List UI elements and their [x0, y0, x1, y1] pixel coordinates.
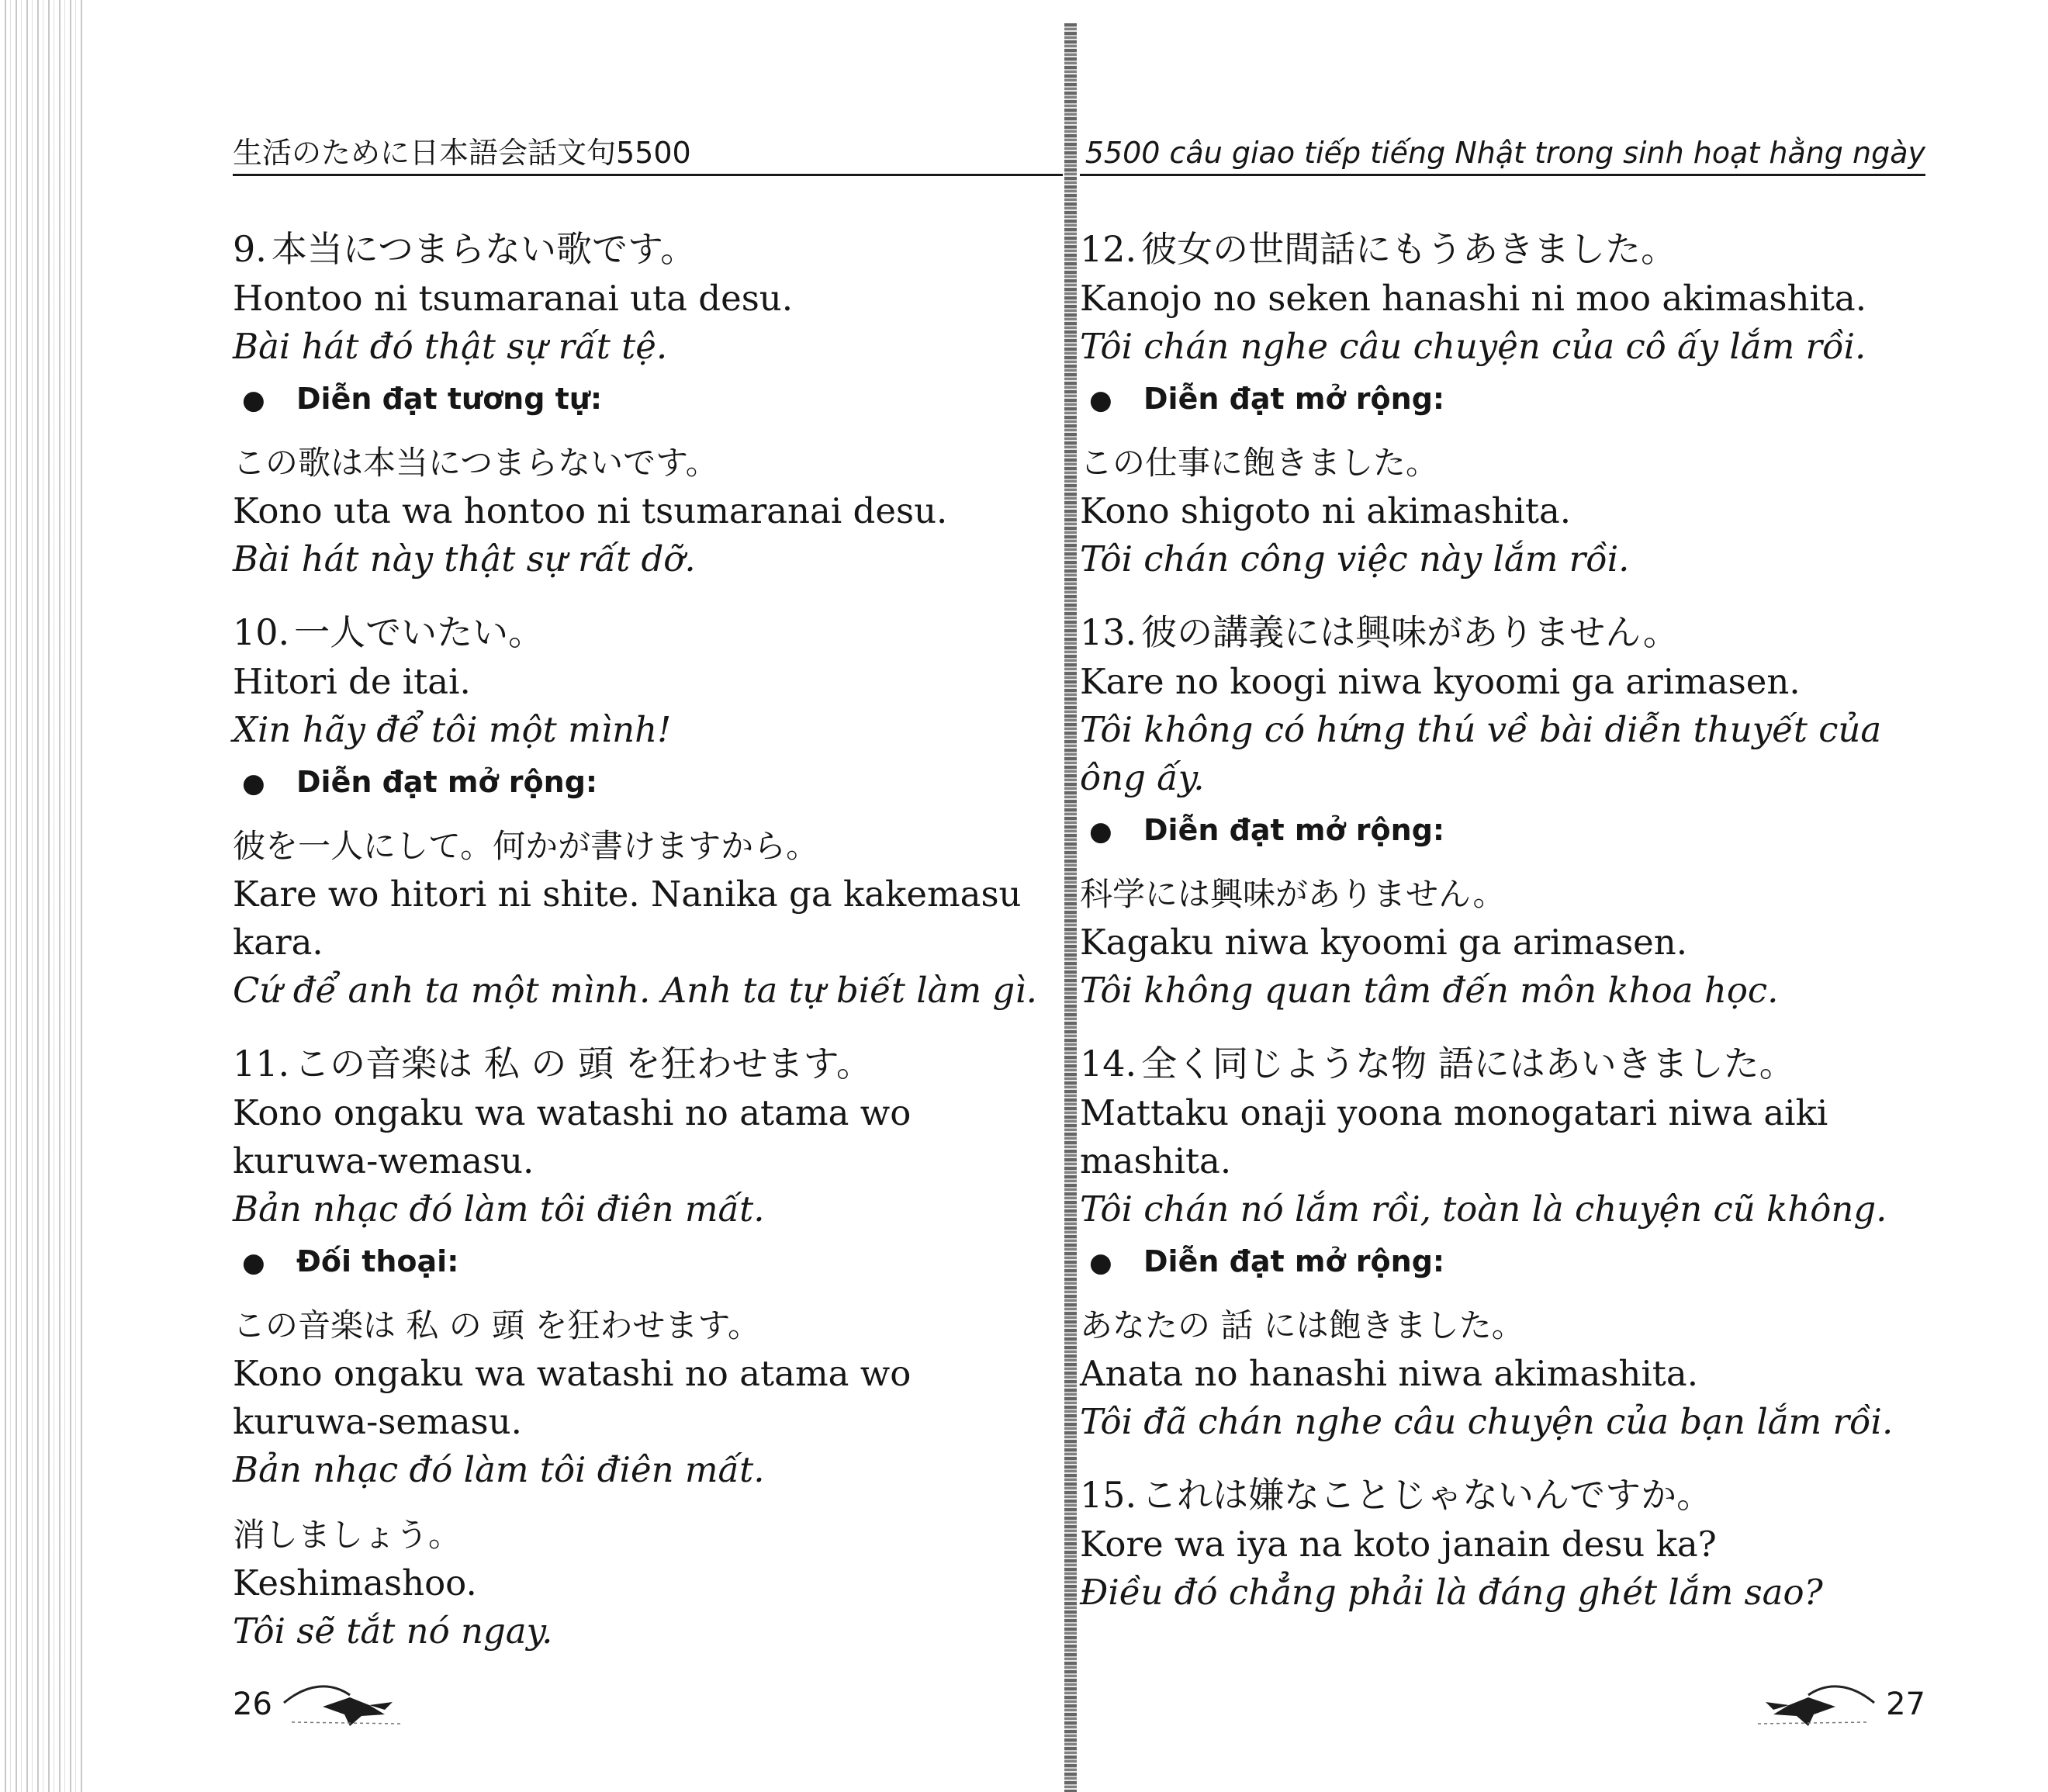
page-number: 26 [233, 1686, 272, 1722]
bullet-icon: ● [242, 768, 265, 799]
example-romaji: Keshimashoo. [233, 1562, 477, 1603]
phrase-number: 10. [233, 611, 290, 653]
phrase-item [1080, 1449, 1925, 1617]
subsection-heading: Diễn đạt mở rộng: [1143, 813, 1445, 847]
subsection-heading: Diễn đạt tương tự: [296, 382, 603, 416]
subsection [1080, 377, 1925, 583]
phrase-vietnamese: Bản nhạc đó làm tôi điên mất. [233, 1188, 765, 1230]
phrase-number: 14. [1080, 1043, 1137, 1085]
phrase-romaji: Kono ongaku wa watashi no atama wo kuruwa-wemasu. [233, 1092, 912, 1181]
phrase-number: 13. [1080, 611, 1137, 653]
phrase-japanese: 彼女の世間話にもうあきました。 [1141, 228, 1677, 270]
phrase-vietnamese: Bài hát đó thật sự rất tệ. [233, 326, 668, 367]
left-page [233, 0, 1063, 1792]
example-vietnamese: Tôi chán công việc này lắm rồi. [1080, 538, 1630, 579]
phrase-vietnamese: Tôi chán nó lắm rồi, toàn là chuyện cũ không. [1080, 1188, 1887, 1230]
scan-binding-edge [0, 0, 85, 1792]
phrase-number: 15. [1080, 1474, 1137, 1516]
subsection-heading: Diễn đạt mở rộng: [1143, 1244, 1445, 1278]
example-romaji: Anata no hanashi niwa akimashita. [1080, 1353, 1698, 1394]
example-romaji: Kagaku niwa kyoomi ga arimasen. [1080, 922, 1688, 963]
left-page-content [233, 203, 1063, 1659]
phrase-item [1080, 1018, 1925, 1446]
phrase-item [233, 586, 1063, 1015]
phrase-item [233, 203, 1063, 583]
phrase-japanese: 一人でいたい。 [294, 611, 545, 653]
example-romaji: Kare wo hitori ni shite. Nanika ga kakemasu kara. [233, 874, 1022, 963]
bullet-icon: ● [1089, 1247, 1112, 1278]
page-number: 27 [1886, 1686, 1925, 1722]
example-japanese: 彼を一人にして。何かが書けますから。 [233, 827, 819, 865]
example-vietnamese: Bản nhạc đó làm tôi điên mất. [233, 1449, 765, 1490]
running-header-left: 生活のために日本語会話文句5500 [233, 132, 1063, 176]
subsection [233, 377, 1063, 583]
example-romaji: Kono uta wa hontoo ni tsumaranai desu. [233, 490, 948, 531]
phrase-vietnamese: Điều đó chẳng phải là đáng ghét lắm sao? [1080, 1572, 1823, 1613]
bird-ornament-icon [276, 1668, 408, 1741]
example-japanese: 科学には興味がありません。 [1080, 875, 1506, 913]
subsection-heading: Đối thoại: [296, 1244, 459, 1278]
phrase-japanese: 本当につまらない歌です。 [271, 228, 697, 270]
subsection [1080, 808, 1925, 1015]
phrase-item [1080, 203, 1925, 583]
right-page-content [1080, 203, 1925, 1620]
subsection [233, 760, 1063, 1015]
page-footer-left [233, 1668, 408, 1741]
example-romaji: Kono shigoto ni akimashita. [1080, 490, 1572, 531]
bullet-icon: ● [1089, 816, 1112, 847]
example-romaji: Kono ongaku wa watashi no atama wo kuruwa-semasu. [233, 1353, 912, 1442]
page-footer-right [1750, 1668, 1925, 1741]
example-japanese: この歌は本当につまらないです。 [233, 444, 718, 482]
example-vietnamese: Tôi không quan tâm đến môn khoa học. [1080, 970, 1779, 1011]
phrase-vietnamese: Tôi không có hứng thú về bài diễn thuyết của ông ấy. [1080, 709, 1882, 798]
subsection-heading: Diễn đạt mở rộng: [1143, 382, 1445, 416]
phrase-japanese: 彼の講義には興味がありません。 [1141, 611, 1679, 653]
phrase-number: 12. [1080, 228, 1137, 270]
phrase-item [1080, 586, 1925, 1015]
phrase-romaji: Hontoo ni tsumaranai uta desu. [233, 278, 794, 319]
bullet-icon: ● [242, 1247, 265, 1278]
example-japanese: あなたの 話 には飽きました。 [1080, 1306, 1524, 1344]
bird-ornament-icon [1750, 1668, 1882, 1741]
example-japanese: 消しましょう。 [233, 1516, 462, 1554]
running-header-right: 5500 câu giao tiếp tiếng Nhật trong sinh hoạt hằng ngày [1080, 132, 1925, 176]
example-japanese: この仕事に飽きました。 [1080, 444, 1439, 482]
phrase-number: 9. [233, 228, 267, 270]
subsection [1080, 1240, 1925, 1446]
phrase-japanese: 全く同じような物 語にはあいきました。 [1141, 1043, 1795, 1085]
example-vietnamese: Tôi sẽ tắt nó ngay. [233, 1610, 553, 1652]
phrase-romaji: Kare no koogi niwa kyoomi ga arimasen. [1080, 661, 1801, 702]
bullet-icon: ● [242, 385, 265, 416]
subsection [233, 1240, 1063, 1655]
phrase-romaji: Hitori de itai. [233, 661, 471, 702]
example-japanese: この音楽は 私 の 頭 を狂わせます。 [233, 1306, 761, 1344]
phrase-vietnamese: Tôi chán nghe câu chuyện của cô ấy lắm rồi. [1080, 326, 1866, 367]
phrase-romaji: Mattaku onaji yoona monogatari niwa aiki mashita. [1080, 1092, 1828, 1181]
phrase-vietnamese: Xin hãy để tôi một mình! [233, 709, 672, 750]
bullet-icon: ● [1089, 385, 1112, 416]
phrase-romaji: Kore wa iya na koto janain desu ka? [1080, 1524, 1717, 1565]
example-vietnamese: Tôi đã chán nghe câu chuyện của bạn lắm rồi. [1080, 1401, 1894, 1442]
right-page [1080, 0, 1925, 1792]
example-vietnamese: Cứ để anh ta một mình. Anh ta tự biết làm gì. [233, 970, 1037, 1011]
phrase-japanese: これは嫌なことじゃないんですか。 [1141, 1474, 1713, 1516]
phrase-item [233, 1018, 1063, 1655]
book-gutter [1064, 23, 1077, 1792]
phrase-japanese: この音楽は 私 の 頭 を狂わせます。 [294, 1043, 872, 1085]
phrase-romaji: Kanojo no seken hanashi ni moo akimashita. [1080, 278, 1867, 319]
subsection-heading: Diễn đạt mở rộng: [296, 765, 598, 799]
example-vietnamese: Bài hát này thật sự rất dỡ. [233, 538, 696, 579]
phrase-number: 11. [233, 1043, 290, 1085]
